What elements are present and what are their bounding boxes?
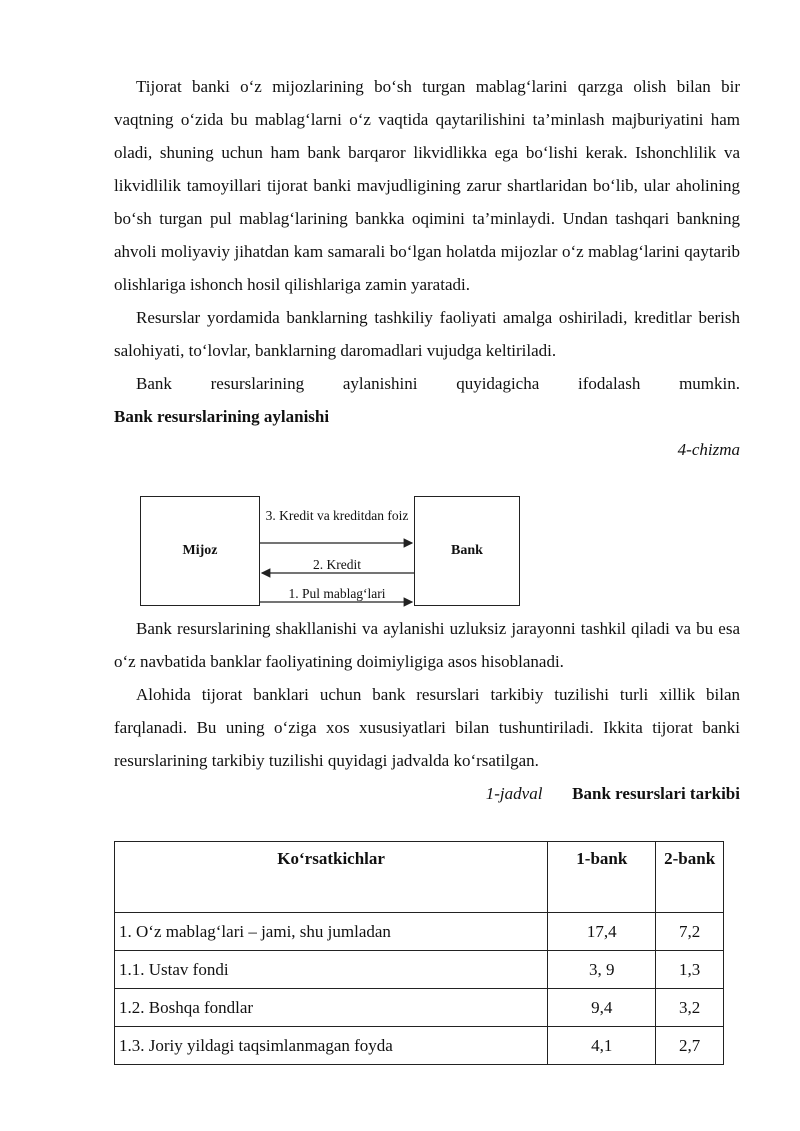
table-row — [115, 989, 724, 1027]
paragraph-3-text: Bank resurslarining aylanishini quyidagicha ifodalash mumkin. — [136, 374, 740, 393]
table-caption — [114, 777, 740, 810]
row-value-bank-1: 9,4 — [548, 989, 656, 1027]
paragraph-4: Bank resurslarining shakllanishi va aylanishi uzluksiz jarayonni tashkil qiladi va bu esa o‘z navbatida banklar faoliyatining doimiyligiga asos hisoblanadi. — [114, 619, 740, 671]
arrow-3-label: 3. Kredit va kreditdan foiz — [265, 508, 409, 523]
paragraph-5: Alohida tijorat banklari uchun bank resurslari tarkibiy tuzilishi turli xillik bilan farqlanadi. Bu uning o‘ziga xos xususiyatlari bilan tushuntiriladi. Ikkita tijorat banki resurslarining tarkibiy tuzilishi quyidagi jadvalda ko‘rsatilgan. — [114, 685, 740, 770]
header-bank-1: 1-bank — [548, 842, 656, 913]
table-label: 1-jadval — [485, 784, 543, 803]
diagram-title: Bank resurslarining aylanishi — [114, 407, 330, 426]
paragraph-3 — [114, 367, 740, 400]
table-row — [115, 913, 724, 951]
paragraph-1: Tijorat banki o‘z mijozlarining bo‘sh turgan mablag‘larini qarzga olish bilan bir vaqtning o‘zida bu mablag‘larni o‘z vaqtida qaytarilishini ta’minlash majburiyatini ham oladi, shuning uchun ham bank barqaror likvidlikka ega bo‘lishi kerak. Ishonchlilik va likvidlilik tamoyillari tijorat banki mavjudligining zarur shartlaridan bo‘lib, ular aholining bo‘sh turgan pul mablag‘larining bankka oqimini ta’minlaydi. Undan tashqari bankning ahvoli moliyaviy jihatdan kam samarali bo‘lgan holatda mijozlar o‘z mablag‘larini qaytarib olishlariga ishonch hosil qilishlariga zamin yaratadi. — [114, 77, 740, 294]
row-value-bank-1: 3, 9 — [548, 951, 656, 989]
resource-flow-diagram — [140, 496, 520, 608]
row-label: 1.3. Joriy yildagi taqsimlanmagan foyda — [115, 1027, 548, 1065]
bank-box: Bank — [414, 496, 520, 606]
client-box: Mijoz — [140, 496, 260, 606]
table-header-row — [115, 842, 724, 913]
table-row — [115, 951, 724, 989]
diagram-label: 4-chizma — [677, 440, 740, 459]
arrow-1-label: 1. Pul mablag‘lari — [288, 586, 386, 601]
body-text-middle — [114, 612, 740, 810]
row-label: 1.2. Boshqa fondlar — [115, 989, 548, 1027]
table-row — [115, 1027, 724, 1065]
row-label: 1. O‘z mablag‘lari – jami, shu jumladan — [115, 913, 548, 951]
row-value-bank-2: 1,3 — [656, 951, 724, 989]
paragraph-2: Resurslar yordamida banklarning tashkiliy faoliyati amalga oshiriladi, kreditlar berish salohiyati, to‘lovlar, banklarning daromadlari vujudga keltiriladi. — [114, 308, 740, 360]
row-value-bank-2: 3,2 — [656, 989, 724, 1027]
body-text-top — [114, 70, 740, 466]
bank-resources-table — [114, 841, 724, 1065]
table-title: Bank resurslari tarkibi — [572, 784, 740, 803]
row-value-bank-1: 17,4 — [548, 913, 656, 951]
row-label: 1.1. Ustav fondi — [115, 951, 548, 989]
row-value-bank-2: 7,2 — [656, 913, 724, 951]
header-bank-2: 2-bank — [656, 842, 724, 913]
header-indicators: Ko‘rsatkichlar — [115, 842, 548, 913]
row-value-bank-1: 4,1 — [548, 1027, 656, 1065]
diagram-arrows — [140, 496, 520, 608]
arrow-2-label: 2. Kredit — [313, 557, 361, 572]
row-value-bank-2: 2,7 — [656, 1027, 724, 1065]
